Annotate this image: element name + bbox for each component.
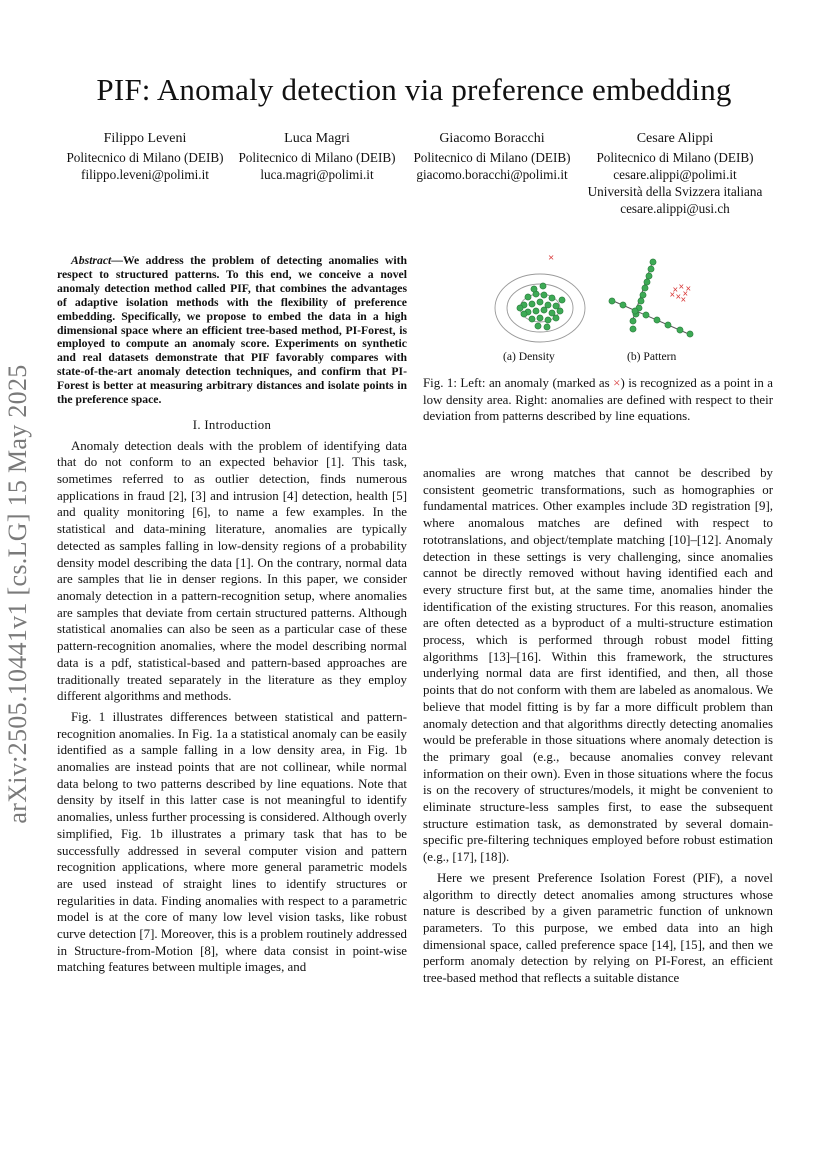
normal-point [537, 315, 543, 321]
author-block [404, 130, 580, 183]
normal-point [557, 308, 563, 314]
pattern-subfigure [609, 259, 693, 337]
figure-1-graphic [490, 248, 710, 348]
intro-paragraph-2: Fig. 1 illustrates differences between statistical and pattern-recognition anomalies. In Fig. 1a a statistical anomaly can be easily identified as a sample falling in a low density area, in Fig. 1b anomalies are instead points that are not collinear, while normal data belong to two patterns described by line equations. Note that density by itself in this latter case is not meaningful to identify anomalies, unless further processing is considered. Although overly simplified, Fig. 1b illustrates a primary task that has to be successfully addressed in several computer vision and pattern recognition applications, where more general parametric models are used instead of straight lines to identify structures or regularities in data. Finding anomalies with respect to a parametric model is at the core of many low level vision tasks, like robust curve detection [7]. Moreover, this is a problem routinely addressed in Structure-from-Motion [8], where data consist in point-wise matching features between multiple images, and [57, 709, 407, 975]
author-email: filippo.leveni@polimi.it [81, 167, 209, 182]
normal-point [642, 285, 648, 291]
normal-point [541, 307, 547, 313]
author-affiliation: Politecnico di Milano (DEIB) [596, 150, 754, 165]
caption-text: ) is recognized as a point in a low density area. Right: anomalies are defined with respect to their deviation from patterns described by line equations. [423, 376, 773, 424]
normal-point [620, 302, 626, 308]
intro-paragraph-1: Anomaly detection deals with the problem of identifying data that do not conform to an expected behavior [1]. This task, sometimes referred to as outlier detection, finds numerous applications in fraud [2], [3] and intrusion [4] detection, health [5] and quality monitoring [6], to name a few examples. In the statistical and data-mining literature, anomalies are typically detected as samples falling in low-density regions of a probability density model describing the data [1]. On the contrary, normal data are samples that lie in denser regions. In this paper, we consider anomaly detection in a pattern-recognition setup, where anomalies are samples that deviate from certain structured patterns. Although statistical anomalies can also be seen as a particular case of these pattern-recognition anomalies, where the model describing normal data is a pdf, statistical-based and pattern-based approaches are traditionally treated separately in the literature as they employ different algorithms and methods. [57, 438, 407, 704]
normal-point [609, 298, 615, 304]
author-email-2: cesare.alippi@usi.ch [620, 201, 730, 216]
author-name: Luca Magri [284, 131, 350, 146]
anomaly-marker: × [682, 289, 689, 300]
anomaly-marker: × [672, 285, 679, 296]
normal-point [559, 297, 565, 303]
author-email: cesare.alippi@polimi.it [613, 167, 737, 182]
normal-point [533, 308, 539, 314]
author-affiliation: Politecnico di Milano (DEIB) [238, 150, 396, 165]
normal-point [677, 327, 683, 333]
normal-point [632, 308, 638, 314]
author-email: luca.magri@polimi.it [260, 167, 374, 182]
author-name: Cesare Alippi [636, 131, 714, 146]
anomaly-marker: × [685, 284, 692, 295]
left-column [57, 254, 407, 976]
normal-point [630, 326, 636, 332]
anomaly-marker: × [678, 282, 685, 293]
normal-point [541, 292, 547, 298]
normal-point [531, 286, 537, 292]
normal-point [545, 317, 551, 323]
subcaption-b: (b) Pattern [627, 350, 677, 363]
normal-point [521, 311, 527, 317]
normal-point [529, 301, 535, 307]
normal-point [640, 292, 646, 298]
figure-1-caption [423, 375, 773, 425]
anomaly-marker: × [669, 290, 676, 301]
author-name: Filippo Leveni [103, 131, 187, 146]
author-affiliation-2: Università della Svizzera italiana [587, 184, 763, 199]
normal-point [654, 317, 660, 323]
section-heading: I. Introduction [192, 417, 272, 432]
normal-point [544, 324, 550, 330]
right-column [423, 465, 773, 987]
normal-point [648, 266, 654, 272]
author-affiliation: Politecnico di Milano (DEIB) [413, 150, 571, 165]
anomaly-marker: × [548, 252, 555, 264]
normal-point [525, 294, 531, 300]
normal-point [687, 331, 693, 337]
normal-point [540, 283, 546, 289]
anomaly-marker: × [680, 295, 687, 306]
density-points [517, 283, 565, 330]
normal-point [643, 312, 649, 318]
density-subfigure [495, 252, 585, 342]
abstract [57, 254, 407, 407]
author-block [580, 130, 770, 217]
normal-point [630, 318, 636, 324]
normal-point [535, 323, 541, 329]
subcaption-a: (a) Density [503, 350, 555, 363]
author-block [230, 130, 404, 183]
normal-point [644, 279, 650, 285]
author-email: giacomo.boracchi@polimi.it [416, 167, 568, 182]
author-name: Giacomo Boracchi [439, 131, 545, 146]
caption-anomaly-marker: × [613, 376, 621, 390]
abstract-text: —We address the problem of detecting anomalies with respect to structured patterns. To this end, we conceive a novel anomaly detection method called PIF, that combines the advantages of adaptive isolation methods with the flexibility of preference embedding. Specifically, we propose to embed the data in a high dimensional space where an efficient tree-based method, PI-Forest, is employed to compute an anomaly score. Experiments on synthetic and real datasets demonstrate that PIF favorably compares with state-of-the-art anomaly detection techniques, and confirm that PI-Forest is better at measuring arbitrary distances and isolate points in the preference space. [57, 254, 407, 407]
normal-point [537, 299, 543, 305]
paper-title: PIF: Anomaly detection via preference embedding [96, 72, 732, 107]
author-affiliation: Politecnico di Milano (DEIB) [66, 150, 224, 165]
normal-point [638, 298, 644, 304]
abstract-lead: Abstract [71, 254, 112, 267]
normal-point [517, 305, 523, 311]
normal-point [646, 273, 652, 279]
normal-point [553, 315, 559, 321]
normal-point [549, 295, 555, 301]
intro-paragraph-4: Here we present Preference Isolation Forest (PIF), a novel algorithm to directly detect anomalies among structures whose nature is described by a given parametric function of unknown parameters. To this purpose, we embed data into an high dimensional space, called preference space [14], [15], and then we perform anomaly detection by relying on PI-Forest, an efficient tree-based method that reflects a suitable distance [423, 870, 773, 986]
normal-point [665, 322, 671, 328]
author-block [60, 130, 230, 183]
intro-paragraph-3: anomalies are wrong matches that cannot be described by consistent geometric transformations, such as homographies or fundamental matrices. Other examples include 3D registration [9], where anomalous matches are defined with respect to rototranslations, and object/template matching [10]–[12]. Anomaly detection in these settings is very challenging, since anomalies cannot be directly removed without having identified each and every structure first but, at the same time, anomalies hinder the identification of the existing structures. For this reason, anomalies are often detected as a byproduct of a multi-structure estimation process, which is performed through robust model fitting algorithms [13]–[16]. Within this framework, the structures underlying normal data are first identified, and then, all those points that do not conform with them are labeled as anomalous. We believe that model fitting is by far a more difficult problem than anomaly detection and that algorithms directly detecting anomalies would be preferable in those situations where anomaly detection is the primary goal (e.g., because anomalies convey relevant information on their own). Even in those situations where the focus is on the recovery of structures/models, it might be convenient to eliminate structure-less samples first, to ease the subsequent structure estimation task, as demonstrated by several domain-specific pre-filtering techniques employed before robust estimation (e.g., [17], [18]). [423, 466, 773, 865]
caption-text: Fig. 1: Left: an anomaly (marked as [423, 376, 614, 390]
normal-point [529, 316, 535, 322]
normal-point [650, 259, 656, 265]
arxiv-identifier: arXiv:2505.10441v1 [cs.LG] 15 May 2025 [3, 364, 32, 824]
anomaly-marker: × [675, 292, 682, 303]
pattern-anomalies [670, 282, 692, 306]
